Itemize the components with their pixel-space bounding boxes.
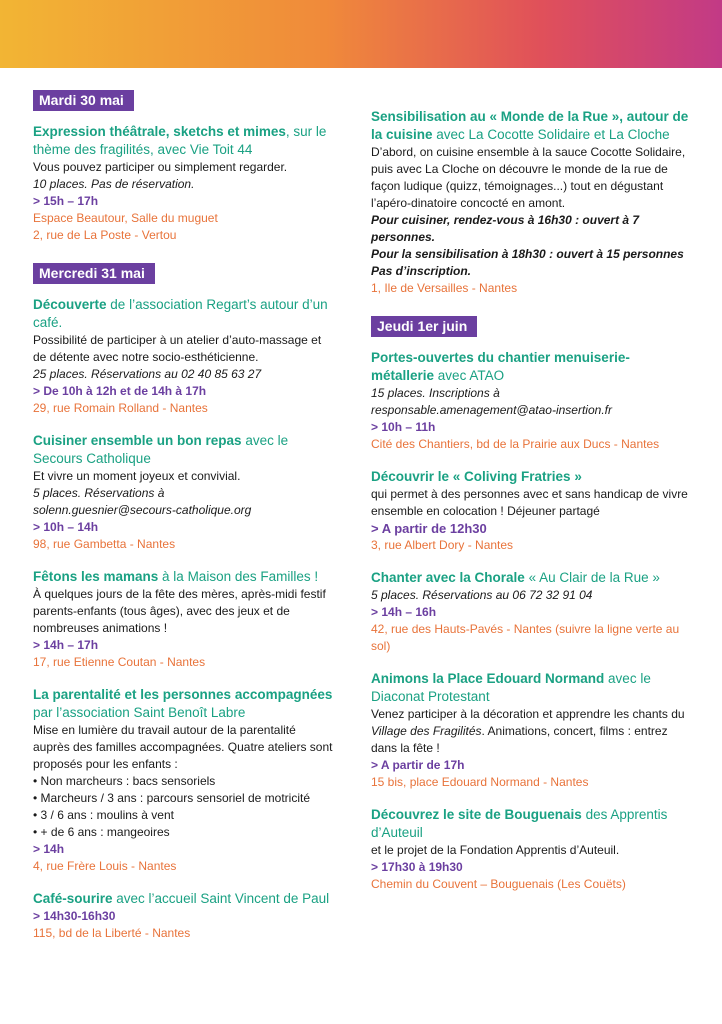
- event-title: Découvrez le site de Bouguenais des Apprentis d’Auteuil: [371, 807, 668, 840]
- event-note: 15 places. Inscriptions à: [371, 386, 500, 400]
- event-expression-theatrale: [33, 123, 333, 244]
- event-location: 1, Ile de Versailles - Nantes: [371, 281, 518, 295]
- event-description: Vous pouvez participer ou simplement regarder.: [33, 160, 288, 174]
- event-title: Animons la Place Edouard Normand avec le Diaconat Protestant: [371, 671, 651, 704]
- event-title: La parentalité et les personnes accompagnées par l’association Saint Benoît Labre: [33, 687, 333, 720]
- event-time: > 10h – 14h: [33, 520, 99, 534]
- event-description: Possibilité de participer à un atelier d’auto-massage et de détente avec notre socio-esthéticienne.: [33, 333, 322, 364]
- event-description: Mise en lumière du travail autour de la parentalité auprès des familles accompagnées. Quatre ateliers sont proposés pour les enfants :: [33, 723, 333, 771]
- event-title: Découvrir le « Coliving Fratries »: [371, 469, 582, 484]
- event-monde-de-la-rue: [371, 108, 691, 297]
- right-column: [371, 108, 691, 908]
- left-column: [33, 90, 333, 957]
- event-email[interactable]: responsable.amenagement@atao-insertion.fr: [371, 403, 612, 417]
- event-note: Pas d’inscription.: [371, 264, 472, 278]
- event-cuisiner-ensemble: [33, 432, 333, 553]
- event-cafe-sourire: [33, 890, 333, 942]
- event-location: 115, bd de la Liberté - Nantes: [33, 926, 191, 940]
- event-location: Cité des Chantiers, bd de la Prairie aux Ducs - Nantes: [371, 437, 660, 451]
- event-time: > A partir de 12h30: [371, 521, 487, 536]
- event-site-bouguenais: [371, 806, 691, 893]
- event-fetons-les-mamans: [33, 568, 333, 671]
- event-coliving-fratries: [371, 468, 691, 554]
- event-time: > 15h – 17h: [33, 194, 99, 208]
- event-description: D’abord, on cuisine ensemble à la sauce Cocotte Solidaire, puis avec La Cloche on découvre le monde de la rue de façon ludique (quizz, témoignages...) tout en dégustant l’apéro-dinatoire concocté en amont.: [371, 145, 686, 210]
- event-note: 5 places. Réservations à: [33, 486, 165, 500]
- event-note: 25 places. Réservations au 02 40 85 63 27: [33, 367, 262, 381]
- event-location: 29, rue Romain Rolland - Nantes: [33, 401, 208, 415]
- list-item: • Non marcheurs : bacs sensoriels: [33, 773, 333, 790]
- event-title: Chanter avec la Chorale « Au Clair de la Rue »: [371, 570, 660, 585]
- event-location: 42, rue des Hauts-Pavés - Nantes (suivre la ligne verte au sol): [371, 622, 680, 653]
- event-time: > A partir de 17h: [371, 758, 465, 772]
- event-description: Venez participer à la décoration et apprendre les chants du Village des Fragilités. Animations, concert, films : entrez dans la fête !: [371, 707, 685, 755]
- workshop-list: [33, 773, 333, 841]
- event-location: 98, rue Gambetta - Nantes: [33, 537, 176, 551]
- event-parentalite: [33, 686, 333, 875]
- event-note: 5 places. Réservations au 06 72 32 91 04: [371, 588, 593, 602]
- event-description: À quelques jours de la fête des mères, après-midi festif parents-enfants (tous âges), avec des jeux et de nombreuses animations !: [33, 587, 326, 635]
- event-location: 3, rue Albert Dory - Nantes: [371, 538, 514, 552]
- event-time: > 17h30 à 19h30: [371, 860, 463, 874]
- event-location: Espace Beautour, Salle du muguet: [33, 211, 218, 225]
- event-location: Chemin du Couvent – Bouguenais (Les Couëts): [371, 877, 626, 891]
- event-location: 4, rue Frère Louis - Nantes: [33, 859, 177, 873]
- list-item: • Marcheurs / 3 ans : parcours sensoriel de motricité: [33, 790, 333, 807]
- event-title: Expression théâtrale, sketchs et mimes, sur le thème des fragilités, avec Vie Toit 44: [33, 124, 327, 157]
- event-title: Sensibilisation au « Monde de la Rue », autour de la cuisine avec La Cocotte Solidaire et La Cloche: [371, 109, 689, 142]
- event-note: 10 places. Pas de réservation.: [33, 177, 195, 191]
- event-decouverte-regarts: [33, 296, 333, 417]
- event-time: > 10h – 11h: [371, 420, 436, 434]
- event-location: 15 bis, place Edouard Normand - Nantes: [371, 775, 589, 789]
- event-title: Portes-ouvertes du chantier menuiserie-métallerie avec ATAO: [371, 350, 630, 383]
- list-item: • 3 / 6 ans : moulins à vent: [33, 807, 333, 824]
- event-description: Et vivre un moment joyeux et convivial.: [33, 469, 241, 483]
- event-note: Pour cuisiner, rendez-vous à 16h30 : ouvert à 7 personnes.: [371, 213, 640, 244]
- event-title: Café-sourire avec l’accueil Saint Vincent de Paul: [33, 891, 330, 906]
- day-heading-mardi: Mardi 30 mai: [33, 90, 134, 111]
- event-place-edouard-normand: [371, 670, 691, 791]
- event-chorale: [371, 569, 691, 655]
- event-time: > 14h – 17h: [33, 638, 99, 652]
- event-description: qui permet à des personnes avec et sans handicap de vivre ensemble en colocation ! Déjeuner partagé: [371, 487, 688, 518]
- day-heading-jeudi: Jeudi 1er juin: [371, 316, 477, 337]
- event-location: 17, rue Etienne Coutan - Nantes: [33, 655, 206, 669]
- list-item: • + de 6 ans : mangeoires: [33, 824, 333, 841]
- event-note: Pour la sensibilisation à 18h30 : ouvert à 15 personnes: [371, 247, 684, 261]
- header-gradient-band: [0, 0, 722, 68]
- event-address: 2, rue de La Poste - Vertou: [33, 228, 177, 242]
- event-time: > 14h30-16h30: [33, 909, 116, 923]
- event-title: Découverte de l’association Regart’s autour d’un café.: [33, 297, 328, 330]
- event-time: > 14h – 16h: [371, 605, 437, 619]
- event-description: et le projet de la Fondation Apprentis d’Auteuil.: [371, 843, 620, 857]
- event-time: > 14h: [33, 842, 65, 856]
- event-time: > De 10h à 12h et de 14h à 17h: [33, 384, 207, 398]
- event-portes-ouvertes-atao: [371, 349, 691, 453]
- event-title: Cuisiner ensemble un bon repas avec le Secours Catholique: [33, 433, 289, 466]
- event-email[interactable]: solenn.guesnier@secours-catholique.org: [33, 503, 252, 517]
- event-title: Fêtons les mamans à la Maison des Familles !: [33, 569, 319, 584]
- day-heading-mercredi: Mercredi 31 mai: [33, 263, 155, 284]
